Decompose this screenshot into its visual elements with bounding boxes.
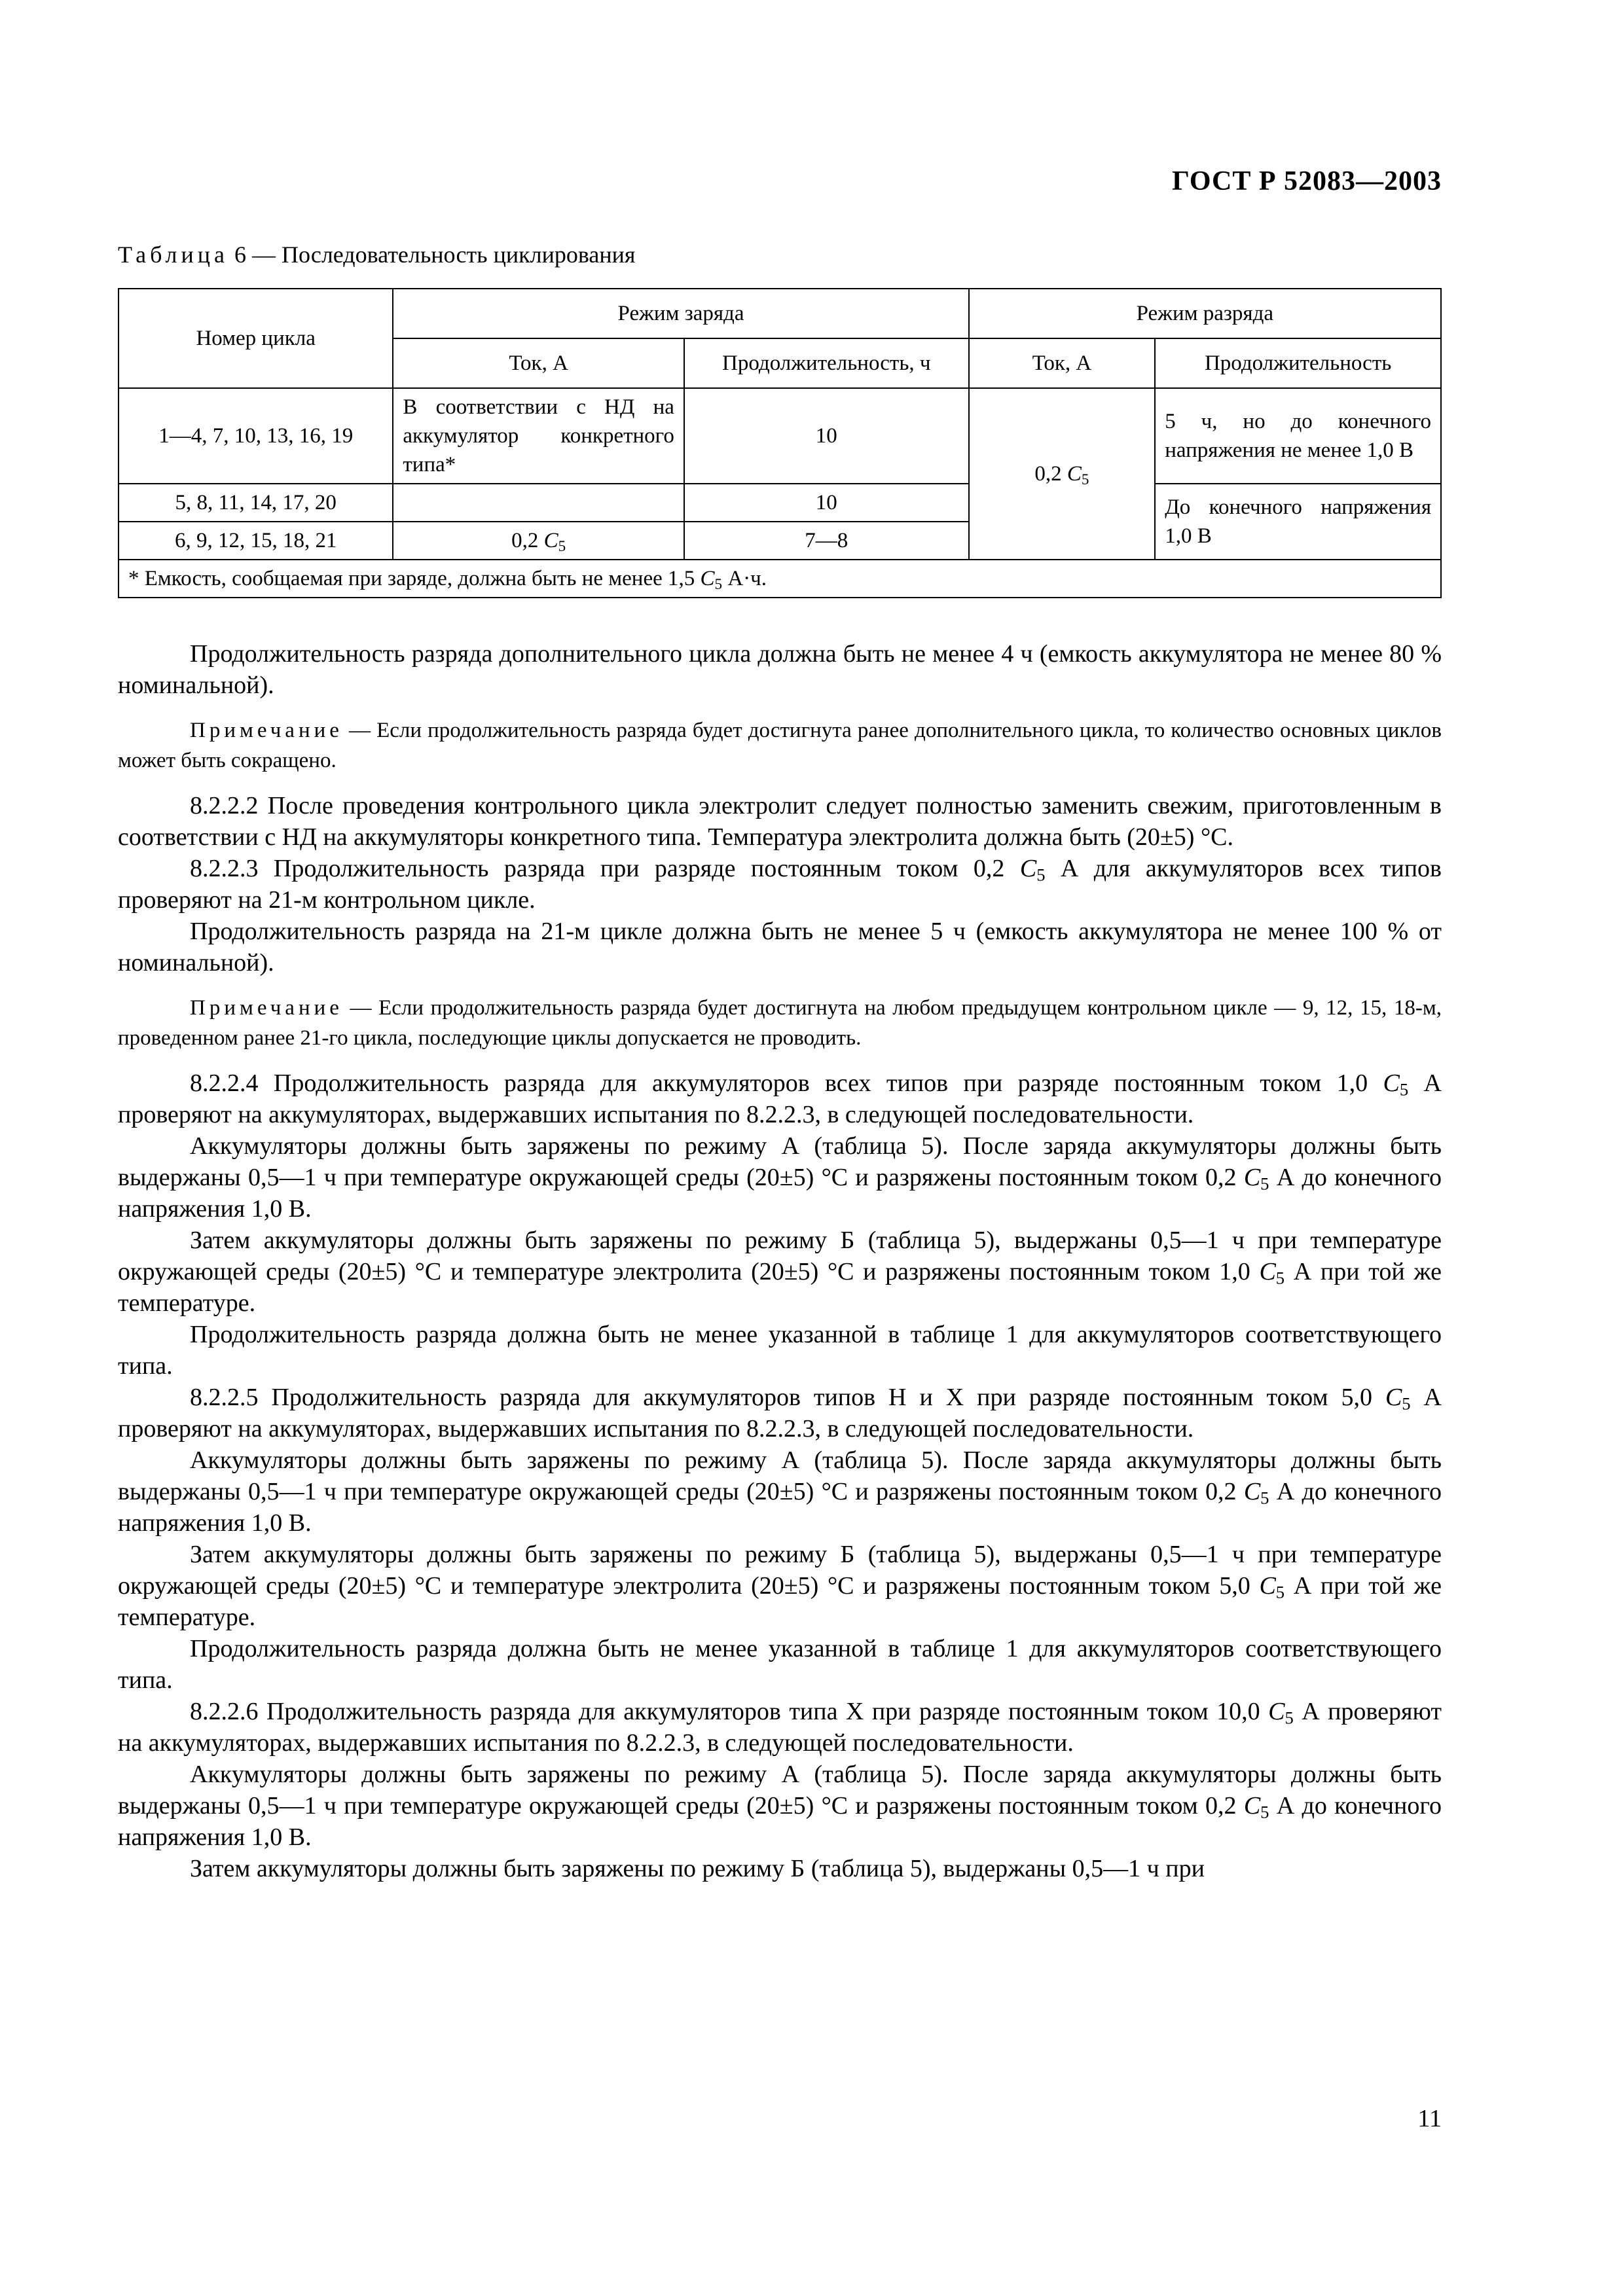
- paragraph: Продолжительность разряда на 21-м цикле должна быть не менее 5 ч (емкость аккумулятора не менее 100 % от номинальной).: [118, 918, 1442, 977]
- paragraph: [118, 1225, 1442, 1319]
- table-footnote: [119, 560, 1441, 598]
- note-text: — Если продолжительность разряда будет достигнута на любом предыдущем контрольном цикле — 9, 12, 15, 18-м, проведенном ранее 21-го цикла, последующие циклы допускается не проводить.: [118, 996, 1442, 1050]
- charge-current-cell: [393, 522, 684, 560]
- header-charge-duration: Продолжительность, ч: [684, 338, 969, 388]
- paragraph-text: А проверяют на аккумуляторах, выдержавших испытания по 8.2.2.3, в следующей последовательности.: [118, 1698, 1442, 1757]
- paragraph-text: А до конечного напряжения 1,0 В.: [118, 1478, 1442, 1537]
- capacity-symbol: C: [1383, 1069, 1400, 1097]
- charge-current-cell-empty: [393, 484, 684, 522]
- cycle-numbers-cell: 1—4, 7, 10, 13, 16, 19: [119, 388, 393, 484]
- paragraph-text: А для аккумуляторов всех типов проверяют на 21-м контрольном цикле.: [118, 855, 1442, 914]
- paragraph-text: 8.2.2.6 Продолжительность разряда для аккумуляторов типа Х при разряде постоянным током 10,0: [190, 1698, 1269, 1725]
- capacity-symbol: C: [1385, 1384, 1402, 1411]
- table-caption: [118, 241, 635, 268]
- paragraph-text: 8.2.2.3 Продолжительность разряда при разряде постоянным током 0,2: [190, 855, 1020, 882]
- discharge-duration-cell: До конечного напряжения 1,0 В: [1155, 484, 1441, 560]
- table-header-row: [119, 289, 1441, 338]
- table-caption-text: 6 — Последовательность циклирования: [228, 242, 636, 268]
- capacity-subscript: 5: [558, 537, 566, 554]
- paragraph-text: Аккумуляторы должны быть заряжены по режиму А (таблица 5). После заряда аккумуляторы должны быть выдержаны 0,5—1 ч при температуре окружающей среды (20±5) °С и разряжены постоянным током 0,2: [118, 1761, 1442, 1820]
- capacity-symbol: C: [1268, 1698, 1285, 1725]
- capacity-subscript: 5: [714, 575, 723, 592]
- capacity-subscript: 5: [1402, 1393, 1411, 1414]
- footnote-unit: А·ч.: [722, 567, 767, 590]
- capacity-subscript: 5: [1036, 865, 1046, 885]
- paragraph-text: А до конечного напряжения 1,0 В.: [118, 1792, 1442, 1851]
- paragraph: [118, 1759, 1442, 1853]
- paragraph: [118, 1130, 1442, 1225]
- capacity-symbol: C: [1243, 1792, 1261, 1820]
- table-row: [119, 388, 1441, 484]
- header-discharge-duration: Продолжительность: [1155, 338, 1441, 388]
- capacity-subscript: 5: [1399, 1079, 1409, 1100]
- paragraph: Затем аккумуляторы должны быть заряжены по режиму Б (таблица 5), выдержаны 0,5—1 ч при: [190, 1855, 1205, 1882]
- paragraph: 8.2.2.2 После проведения контрольного цикла электролит следует полностью заменить свежим, приготовленным в соответствии с НД на аккумуляторы конкретного типа. Температура электролита должна быть (20±5) °С.: [118, 792, 1442, 851]
- paragraph: [118, 1539, 1442, 1633]
- cycle-numbers-cell: 6, 9, 12, 15, 18, 21: [119, 522, 393, 560]
- charge-current-value: 0,2: [511, 529, 544, 552]
- header-cycle-number: Номер цикла: [119, 289, 393, 388]
- paragraph-text: Аккумуляторы должны быть заряжены по режиму А (таблица 5). После заряда аккумуляторы должны быть выдержаны 0,5—1 ч при температуре окружающей среды (20±5) °С и разряжены постоянным током 0,2: [118, 1132, 1442, 1191]
- standard-header: ГОСТ Р 52083—2003: [1172, 166, 1442, 196]
- capacity-subscript: 5: [1275, 1582, 1285, 1602]
- capacity-subscript: 5: [1260, 1802, 1269, 1822]
- capacity-symbol: C: [543, 529, 558, 552]
- capacity-subscript: 5: [1285, 1708, 1294, 1728]
- capacity-symbol: C: [1243, 1164, 1261, 1191]
- paragraph: Продолжительность разряда дополнительного цикла должна быть не менее 4 ч (емкость аккумулятора не менее 80 % номинальной).: [118, 640, 1442, 699]
- paragraph: [118, 1696, 1442, 1759]
- paragraph-text: А проверяют на аккумуляторах, выдержавших испытания по 8.2.2.3, в следующей последовательности.: [118, 1069, 1442, 1128]
- paragraph-text: А до конечного напряжения 1,0 В.: [118, 1164, 1442, 1223]
- paragraph-text: А проверяют на аккумуляторах, выдержавших испытания по 8.2.2.3, в следующей последовательности.: [118, 1384, 1442, 1443]
- discharge-current-cell: [969, 388, 1156, 560]
- paragraph-text: А при той же температуре.: [118, 1572, 1442, 1631]
- paragraph: [118, 1444, 1442, 1539]
- capacity-symbol: C: [1259, 1572, 1276, 1600]
- note-label: Примечание: [190, 719, 343, 742]
- note-label: Примечание: [190, 996, 343, 1020]
- paragraph-text: Затем аккумуляторы должны быть заряжены по режиму Б (таблица 5), выдержаны 0,5—1 ч при температуре окружающей среды (20±5) °С и температуре электролита (20±5) °С и разряжены постоянным током 5,0: [118, 1541, 1442, 1600]
- header-charge-current: Ток, А: [393, 338, 684, 388]
- header-charge-mode: Режим заряда: [393, 289, 968, 338]
- paragraph: Продолжительность разряда должна быть не менее указанной в таблице 1 для аккумуляторов соответствующего типа.: [118, 1635, 1442, 1694]
- body-text: [118, 638, 1442, 1884]
- paragraph: [118, 1067, 1442, 1130]
- header-discharge-mode: Режим разряда: [969, 289, 1441, 338]
- table-caption-label: Таблица: [118, 242, 228, 268]
- charge-duration-cell: 10: [684, 388, 969, 484]
- capacity-symbol: C: [700, 567, 715, 590]
- charge-duration-cell: 10: [684, 484, 969, 522]
- paragraph: [118, 1382, 1442, 1444]
- charge-current-cell: В соответствии с НД на аккумулятор конкретного типа*: [393, 388, 684, 484]
- capacity-symbol: C: [1067, 462, 1082, 486]
- capacity-symbol: C: [1259, 1258, 1276, 1285]
- paragraph-text: Аккумуляторы должны быть заряжены по режиму А (таблица 5). После заряда аккумуляторы должны быть выдержаны 0,5—1 ч при температуре окружающей среды (20±5) °С и разряжены постоянным током 0,2: [118, 1446, 1442, 1505]
- header-discharge-current: Ток, А: [969, 338, 1156, 388]
- discharge-duration-cell: 5 ч, но до конечного напряжения не менее 1,0 В: [1155, 388, 1441, 484]
- capacity-subscript: 5: [1260, 1488, 1269, 1508]
- table-row: [119, 484, 1441, 522]
- paragraph: Продолжительность разряда должна быть не менее указанной в таблице 1 для аккумуляторов соответствующего типа.: [118, 1321, 1442, 1380]
- paragraph-text: 8.2.2.4 Продолжительность разряда для аккумуляторов всех типов при разряде постоянным током 1,0: [190, 1069, 1383, 1097]
- table-footnote-row: [119, 560, 1441, 598]
- paragraph-text: Затем аккумуляторы должны быть заряжены по режиму Б (таблица 5), выдержаны 0,5—1 ч при температуре окружающей среды (20±5) °С и температуре электролита (20±5) °С и разряжены постоянным током 1,0: [118, 1227, 1442, 1285]
- cycling-table: [118, 288, 1442, 598]
- capacity-symbol: C: [1243, 1478, 1261, 1505]
- note: [118, 715, 1442, 776]
- capacity-subscript: 5: [1260, 1174, 1269, 1194]
- note-text: — Если продолжительность разряда будет достигнута ранее дополнительного цикла, то количество основных циклов может быть сокращено.: [118, 719, 1442, 772]
- footnote-text: * Емкость, сообщаемая при заряде, должна быть не менее 1,5: [128, 567, 701, 590]
- page-number: 11: [1417, 2105, 1442, 2132]
- note: [118, 993, 1442, 1053]
- paragraph-text: А при той же температуре.: [118, 1258, 1442, 1317]
- cycle-numbers-cell: 5, 8, 11, 14, 17, 20: [119, 484, 393, 522]
- charge-duration-cell: 7—8: [684, 522, 969, 560]
- capacity-symbol: C: [1019, 855, 1037, 882]
- capacity-subscript: 5: [1081, 470, 1089, 488]
- paragraph: [118, 853, 1442, 916]
- discharge-current-value: 0,2: [1034, 462, 1067, 486]
- capacity-subscript: 5: [1275, 1268, 1285, 1288]
- paragraph-text: 8.2.2.5 Продолжительность разряда для аккумуляторов типов Н и Х при разряде постоянным током 5,0: [190, 1384, 1385, 1411]
